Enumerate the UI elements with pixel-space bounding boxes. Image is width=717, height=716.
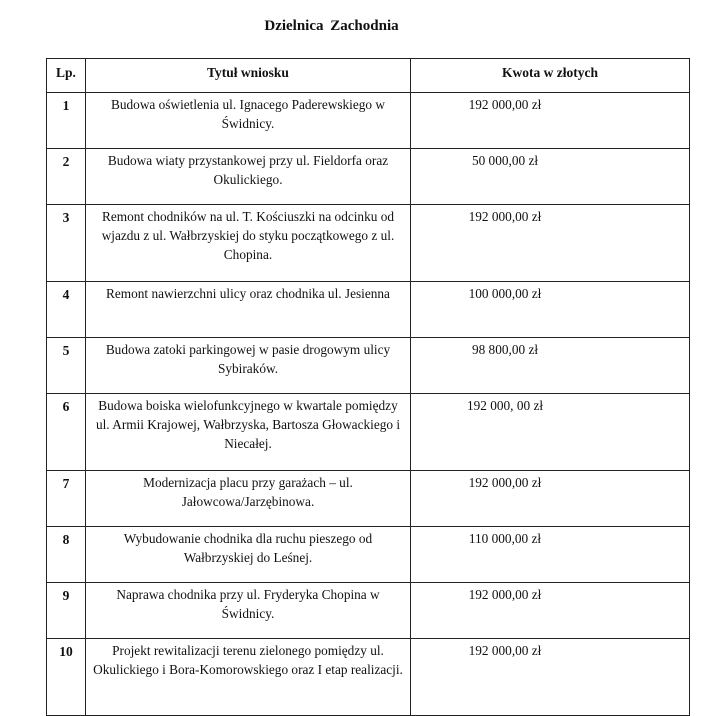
row-title: Budowa oświetlenia ul. Ignacego Paderewskiego w Świdnicy. xyxy=(86,93,411,149)
row-amount: 100 000,00 zł xyxy=(411,282,690,338)
row-title: Naprawa chodnika przy ul. Fryderyka Chopina w Świdnicy. xyxy=(86,583,411,639)
row-number: 4 xyxy=(47,282,86,338)
row-amount: 192 000, 00 zł xyxy=(411,394,690,471)
table-header-row xyxy=(47,59,690,93)
row-number: 5 xyxy=(47,338,86,394)
row-number: 3 xyxy=(47,205,86,282)
row-amount: 192 000,00 zł xyxy=(411,471,690,527)
row-amount: 192 000,00 zł xyxy=(411,205,690,282)
row-amount: 98 800,00 zł xyxy=(411,338,690,394)
table-row xyxy=(47,149,690,205)
row-number: 8 xyxy=(47,527,86,583)
row-amount: 192 000,00 zł xyxy=(411,93,690,149)
table-row xyxy=(47,583,690,639)
row-number: 1 xyxy=(47,93,86,149)
table-row xyxy=(47,338,690,394)
table-row xyxy=(47,471,690,527)
document-title xyxy=(0,18,717,35)
table-row xyxy=(47,527,690,583)
proposals-table xyxy=(46,58,690,716)
row-title: Modernizacja placu przy garażach – ul. Jałowcowa/Jarzębinowa. xyxy=(86,471,411,527)
table-row xyxy=(47,282,690,338)
row-amount: 192 000,00 zł xyxy=(411,583,690,639)
row-number: 6 xyxy=(47,394,86,471)
table-row xyxy=(47,639,690,716)
row-number: 2 xyxy=(47,149,86,205)
row-number: 7 xyxy=(47,471,86,527)
row-title: Remont nawierzchni ulicy oraz chodnika ul. Jesienna xyxy=(86,282,411,338)
document-title-text: Dzielnica Zachodnia xyxy=(264,18,399,34)
row-title: Budowa wiaty przystankowej przy ul. Fieldorfa oraz Okulickiego. xyxy=(86,149,411,205)
header-amount: Kwota w złotych xyxy=(411,59,690,93)
header-lp: Lp. xyxy=(47,59,86,93)
row-amount: 110 000,00 zł xyxy=(411,527,690,583)
row-title: Remont chodników na ul. T. Kościuszki na odcinku od wjazdu z ul. Wałbrzyskiej do styku początkowego z ul. Chopina. xyxy=(86,205,411,282)
row-title: Wybudowanie chodnika dla ruchu pieszego od Wałbrzyskiej do Leśnej. xyxy=(86,527,411,583)
row-title: Budowa zatoki parkingowej w pasie drogowym ulicy Sybiraków. xyxy=(86,338,411,394)
header-title: Tytuł wniosku xyxy=(86,59,411,93)
row-number: 9 xyxy=(47,583,86,639)
table-row xyxy=(47,394,690,471)
table-row xyxy=(47,93,690,149)
table-row xyxy=(47,205,690,282)
row-title: Projekt rewitalizacji terenu zielonego pomiędzy ul. Okulickiego i Bora-Komorowskiego oraz I etap realizacji. xyxy=(86,639,411,716)
row-title: Budowa boiska wielofunkcyjnego w kwartale pomiędzy ul. Armii Krajowej, Wałbrzyska, Bartosza Głowackiego i Niecałej. xyxy=(86,394,411,471)
row-amount: 192 000,00 zł xyxy=(411,639,690,716)
row-number: 10 xyxy=(47,639,86,716)
row-amount: 50 000,00 zł xyxy=(411,149,690,205)
